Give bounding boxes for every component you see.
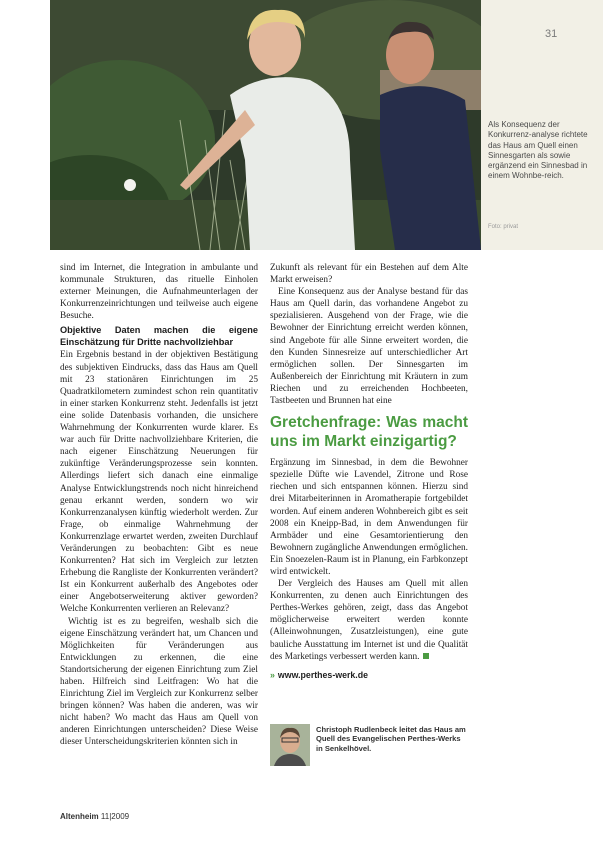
paragraph-text: Der Vergleich des Hauses am Quell mit allen Konkurrenten, zu denen auch Einrichtungen des Perthes-Werkes gehören, zeigt, dass das Angebot möglicherweise erweitert werden konnte (Alleinwohnungen, Zusatzleistungen), eine gute bauliche Ausstattung im Internet ist und die Qualität des Marketings verbessert werden kann.: [270, 579, 468, 662]
paragraph: Ergänzung im Sinnesbad, in dem die Bewohner spezielle Düfte wie Lavendel, Zitrone und Rose riechen und sich entspannen können. Hierzu sind drei Mitarbeiterinnen in Aromatherapie fortgebildet worden. Auf einem anderen Wohnbereich gibt es seit 2008 ein Kneipp-Bad, in dem Anwendungen für Armbäder und eine Gesamtorientierung den Bewohnern zugängliche Anwendungen ermöglichen. Ein Snoezelen-Raum ist in Planung, ein Farbkonzept wird entwickelt.: [270, 458, 468, 577]
photo-credit: Foto: privat: [488, 224, 519, 230]
page-number: 31: [545, 28, 558, 40]
paragraph: Ein Ergebnis bestand in der objektiven Bestätigung des subjektiven Eindrucks, dass das Haus am Quell mit 23 stationären Einrichtungen im 25 Quadratkilometern zumindest schon rein quantitativ in einer starken Konkurrenz steht. Jedenfalls ist jetzt eine solide Datenbasis vorhanden, die unsichere Wahrnehmung der Konkurrenten wurde klarer. Es war auch für Dritte nachvollziehbare Kriterien, die nach eigener Einschätzung Neuerungen für zukünftige Veränderungsprozesse sein konnten. Allerdings liefert sich danach eine einmalige Analyse Entwicklungstrends noch nicht hinreichend genau erkannt werden, sondern wo wir Konkurrenzanalysen künftig wiederholt werden. Zur Frage, ob einmalige Wahrnehmung der Konkurrenzlage erwartet werden, zweiten Durchlauf Veränderungen zu beobachten: Gibt es neue Konkurrenten? Hat sich im Vergleich zur letzten Erhebung die Rangliste der Konkurrenten verändert? Ist ein Konkurrent außerhalb des Angebotes oder einer Angebotserweiterung aktiver geworden? Welche Konkurrenten verlieren an Relevanz?: [60, 350, 258, 615]
paragraph: [270, 578, 468, 663]
issue-number: 11|2009: [100, 812, 130, 821]
photo-caption: Als Konsequenz der Konkurrenz-analyse richtete das Haus am Quell einen Sinnesgarten als sowie ergänzend ein Sinnesbad in einem Wohnbe-reich.: [488, 120, 588, 181]
paragraph: Zukunft als relevant für ein Bestehen auf dem Alte Markt erweisen?: [270, 263, 468, 286]
author-bio: Christoph Rudlenbeck leitet das Haus am Quell des Evangelischen Perthes-Werks in Senkelhövel.: [316, 725, 466, 753]
article-photo: [50, 0, 481, 250]
web-link-text[interactable]: www.perthes-werk.de: [277, 669, 369, 680]
section-heading: Gretchenfrage: Was macht uns im Markt einzigartig?: [270, 414, 468, 451]
left-column: [60, 262, 258, 749]
page-footer: [60, 812, 129, 821]
paragraph: sind im Internet, die Integration in ambulante und kommunale Strukturen, das rituelle Einholen externer Meinungen, die Aufnahmeunterlagen der Konkurrenzeinrichtungen und teilweise auch eigene Besuche.: [60, 263, 258, 322]
end-mark-icon: [423, 653, 429, 659]
web-link[interactable]: [270, 669, 468, 681]
right-column: [270, 262, 468, 681]
author-portrait: [270, 724, 310, 766]
magazine-name: Altenheim: [60, 812, 99, 821]
author-box: [270, 724, 470, 766]
paragraph: Wichtig ist es zu begreifen, weshalb sich die eigene Einschätzung verändert hat, um Chancen und Möglichkeiten für Veränderungen aus Entwicklungen zu erkennen, die eine Standortsicherung der eigenen Einrichtung zum Ziel haben. Hilfreich sind Leitfragen: Wo hat die Einrichtung Ziel im Vergleich zur Konkurrenz selber bringen können? Was haben die anderen, was wir nicht haben? Wo macht das Haus am Quell von anderen Einrichtungen unterscheiden? Diese Weise dieser Unterscheidungskriterien könnten sich in: [60, 616, 258, 748]
subheading: Objektive Daten machen die eigene Einschätzung für Dritte nachvollziehbar: [60, 325, 258, 347]
paragraph: Eine Konsequenz aus der Analyse bestand für das Haus am Quell darin, das vorhandene Angebot zu spezialisieren. Ausgehend von der Frage, wie die Bewohner der Einrichtung erreicht werden können, sind Angebote für alle Sinne erweitert worden, die den Kunden Sinnesreize auf unterschiedlicher Art ermöglichen sollen. Der Sinnesgarten im Außenbereich der Einrichtung mit Kräutern in zum Riechen und zu erreichenden Hochbeeten, Tastbeeten und Brunnen hat eine: [270, 287, 468, 407]
arrow-icon: »: [270, 669, 275, 680]
